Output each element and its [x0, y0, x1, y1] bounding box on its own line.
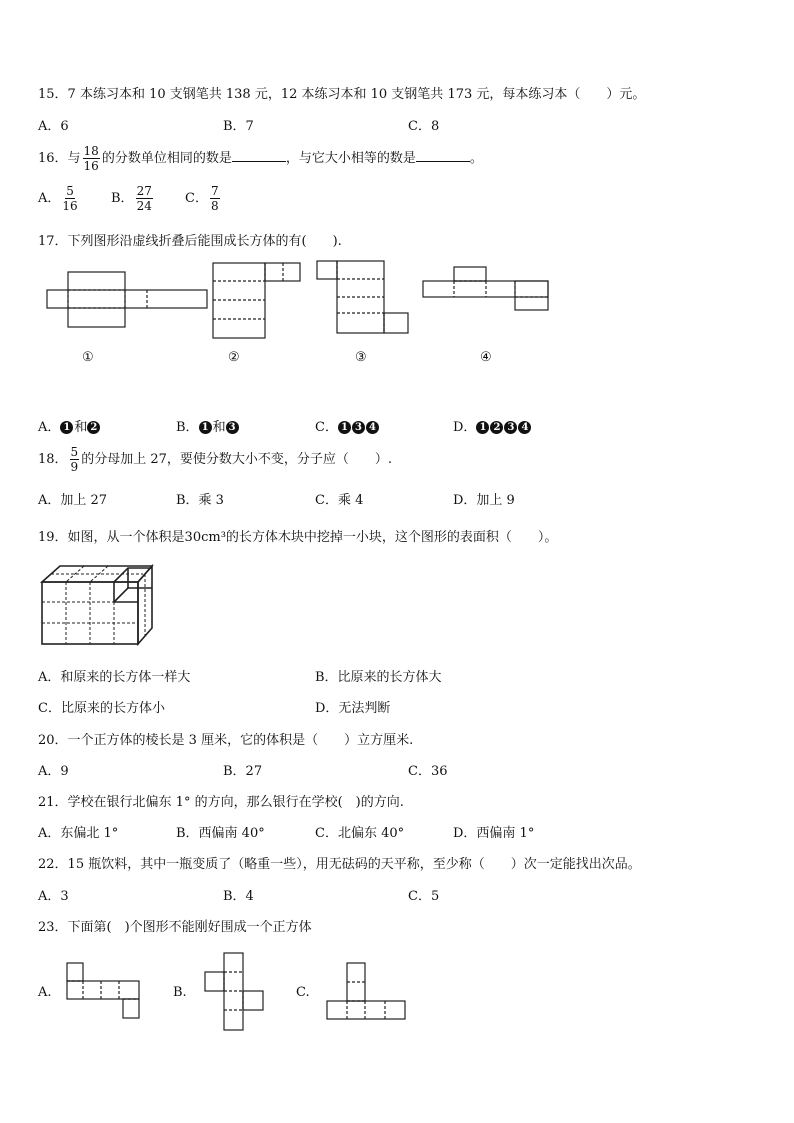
q18-fraction: $\frac{5}{9}$ — [70, 445, 79, 474]
q20-option-b[interactable]: B．27 — [223, 764, 263, 779]
q17-option-a[interactable]: A． 1 和 2 — [38, 416, 101, 435]
q19-option-b[interactable]: B．比原来的长方体大 — [315, 670, 442, 685]
q23-net-c — [326, 962, 408, 1022]
figure-label-4: ④ — [480, 350, 492, 365]
figure-label-2: ② — [228, 350, 240, 365]
q18-option-d[interactable]: D．加上 9 — [453, 493, 515, 508]
q16-fraction: $\frac{18}{16}$ — [83, 144, 99, 173]
q23-option-a[interactable]: A. — [38, 985, 52, 1000]
q21-option-a[interactable]: A．东偏北 1° — [38, 826, 119, 841]
question-18: 18． $\frac{5}{9}$ 的分母加上 27，要使分数大小不变，分子应（ ）. — [38, 445, 392, 474]
q20-option-a[interactable]: A．9 — [38, 764, 69, 779]
q19-option-d[interactable]: D．无法判断 — [315, 701, 391, 716]
figure-label-1: ① — [82, 350, 94, 365]
question-17: 17．下列图形沿虚线折叠后能围成长方体的有( ). — [38, 234, 342, 249]
q17-option-c[interactable]: C． 1 3 4 — [315, 416, 380, 435]
question-21: 21．学校在银行北偏东 1° 的方向，那么银行在学校( )的方向. — [38, 795, 404, 810]
q15-option-c[interactable]: C．8 — [408, 119, 440, 134]
figure-label-3: ③ — [355, 350, 367, 365]
question-23: 23．下面第( )个图形不能刚好围成一个正方体 — [38, 920, 312, 935]
question-22: 22．15 瓶饮料，其中一瓶变质了（略重一些），用无砝码的天平称，至少称（ ）次一定能找出次品。 — [38, 857, 641, 872]
q15-option-b[interactable]: B．7 — [223, 119, 254, 134]
q22-option-b[interactable]: B．4 — [223, 889, 254, 904]
q16-option-c[interactable]: C． $\frac{7}{8}$ — [185, 184, 219, 213]
q15-option-a[interactable]: A．6 — [38, 119, 69, 134]
net-figure-2 — [213, 263, 300, 338]
net-figure-3 — [317, 261, 408, 333]
q17-option-b[interactable]: B． 1 和 3 — [176, 416, 240, 435]
q22-option-a[interactable]: A．3 — [38, 889, 69, 904]
q18-option-c[interactable]: C．乘 4 — [315, 493, 364, 508]
q16-option-b[interactable]: B． $\frac{27}{24}$ — [111, 184, 152, 213]
q17-net-figures — [40, 255, 560, 345]
q23-option-c[interactable]: C. — [296, 985, 310, 1000]
volume-value: 30cm³ — [184, 530, 226, 545]
q23-option-b[interactable]: B. — [173, 985, 187, 1000]
q18-option-b[interactable]: B．乘 3 — [176, 493, 224, 508]
q21-option-c[interactable]: C．北偏东 40° — [315, 826, 405, 841]
q16-blank-2[interactable] — [416, 149, 470, 162]
q16-option-a[interactable]: A． $\frac{5}{16}$ — [38, 184, 78, 213]
net-figure-1 — [47, 272, 207, 327]
q19-option-c[interactable]: C．比原来的长方体小 — [38, 701, 165, 716]
q20-option-c[interactable]: C．36 — [408, 764, 448, 779]
q19-cuboid-figure — [38, 560, 156, 646]
q19-option-a[interactable]: A．和原来的长方体一样大 — [38, 670, 191, 685]
q23-net-b — [204, 952, 266, 1032]
q22-option-c[interactable]: C．5 — [408, 889, 440, 904]
question-19: 19．如图，从一个体积是30cm³的长方体木块中挖掉一小块，这个图形的表面积（ ）。 — [38, 530, 558, 545]
q23-net-a — [66, 962, 142, 1020]
q16-prefix: 16．与 — [38, 151, 81, 166]
question-20: 20．一个正方体的棱长是 3 厘米，它的体积是（ ）立方厘米. — [38, 733, 414, 748]
q16-blank-1[interactable] — [232, 149, 286, 162]
net-figure-4 — [423, 267, 548, 310]
question-16: 16．与 $\frac{18}{16}$ 的分数单位相同的数是 ，与它大小相等的数是 。 — [38, 144, 483, 173]
question-15: 15．7 本练习本和 10 支钢笔共 138 元，12 本练习本和 10 支钢笔共 173 元，每本练习本（ ）元。 — [38, 87, 646, 102]
q21-option-d[interactable]: D．西偏南 1° — [453, 826, 535, 841]
q21-option-b[interactable]: B．西偏南 40° — [176, 826, 265, 841]
q18-option-a[interactable]: A．加上 27 — [38, 493, 108, 508]
q17-option-d[interactable]: D． 1 2 3 4 — [453, 416, 532, 435]
